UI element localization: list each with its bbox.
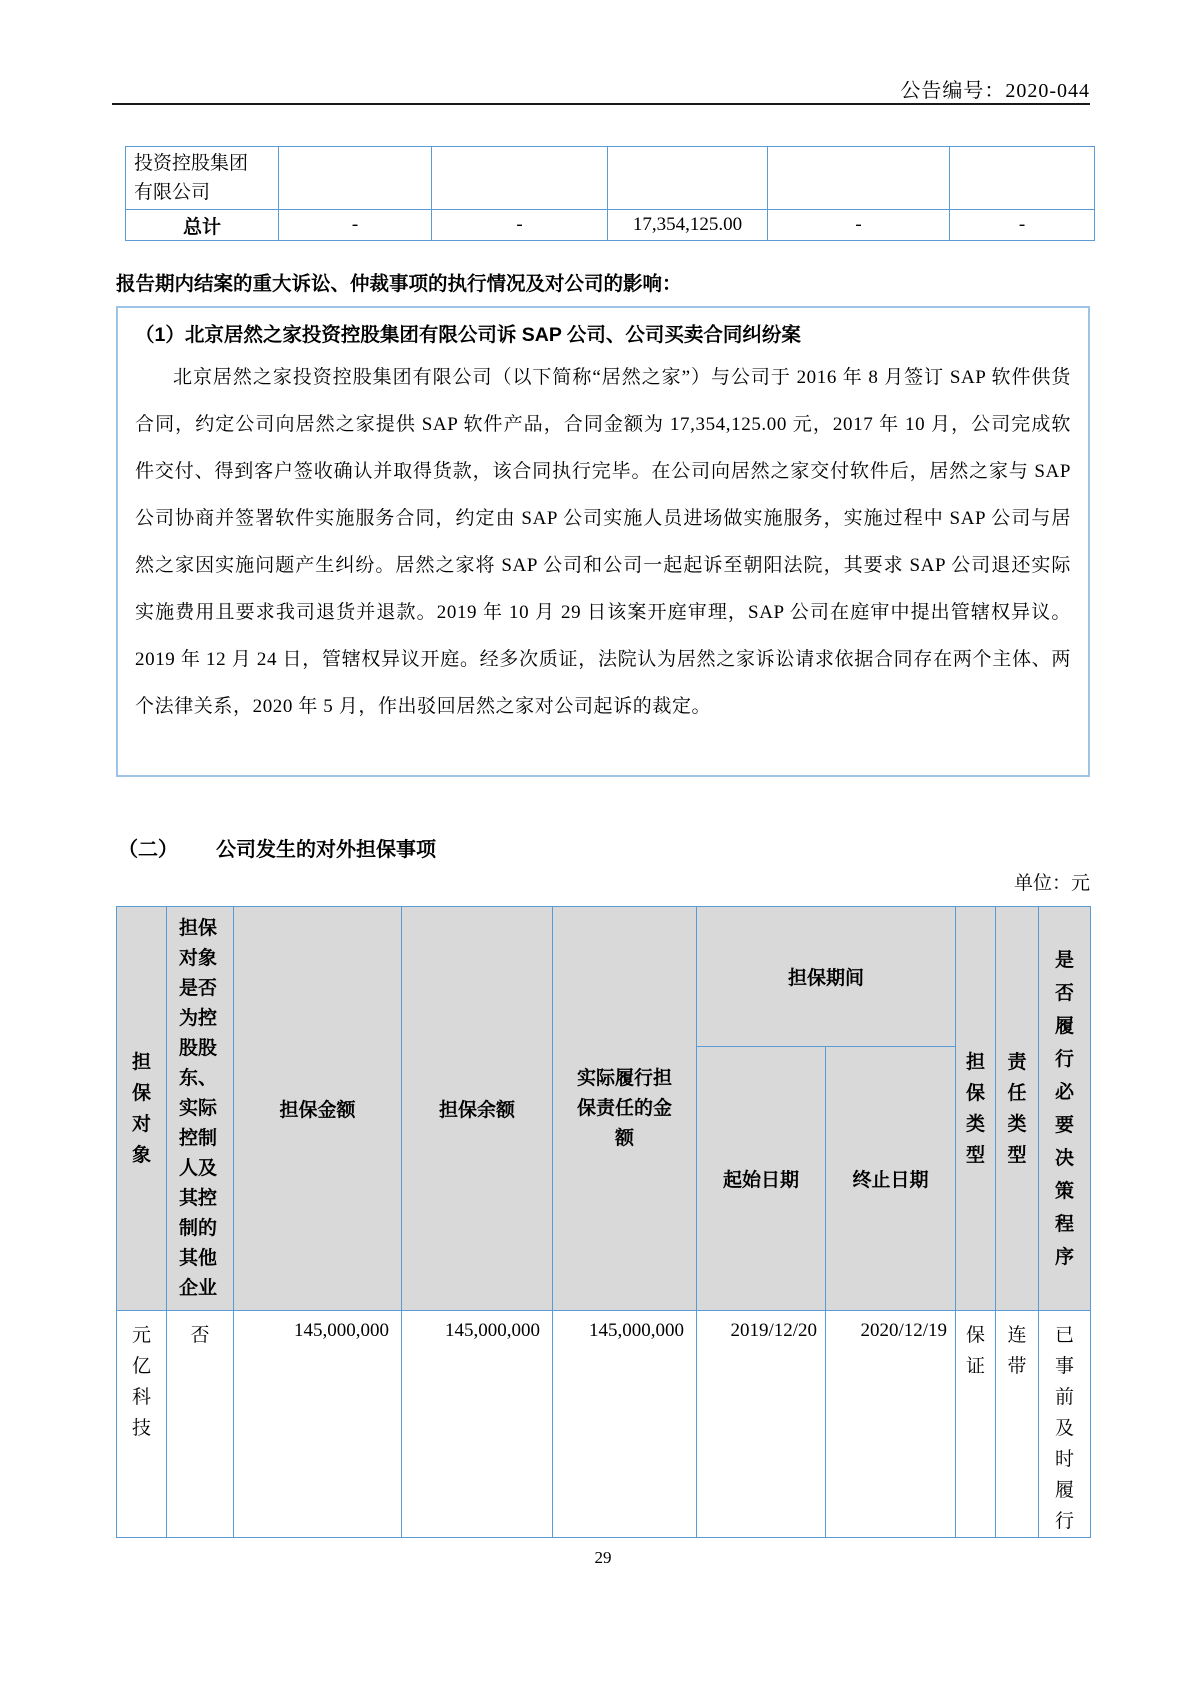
header-balance: 担保余额 [402, 907, 553, 1311]
table-cell [432, 147, 608, 210]
table-cell [950, 147, 1095, 210]
case-title: （1）北京居然之家投资控股集团有限公司诉 SAP 公司、公司买卖合同纠纷案 [135, 324, 801, 346]
header-target: 担保对象 [117, 907, 167, 1311]
party-name-line: 投资控股集团 [134, 153, 249, 174]
cell-procedure: 已事前及时履行 [1039, 1311, 1091, 1538]
cell-amount: 145,000,000 [234, 1311, 402, 1538]
header-liability-type: 责任类型 [996, 907, 1039, 1311]
unit-label: 单位：元 [1013, 873, 1090, 894]
table-cell: - [950, 210, 1095, 241]
page-number: 29 [594, 1548, 612, 1567]
doc-number: 公告编号：2020-044 [900, 80, 1090, 102]
section2-number: （二） [118, 839, 178, 861]
cell-liability-type: 连带 [996, 1311, 1039, 1538]
table-cell: - [279, 210, 432, 241]
table-cell [608, 147, 768, 210]
header-procedure: 是否履行必要决策程序 [1039, 907, 1091, 1311]
cell-guarantee-type: 保证 [956, 1311, 996, 1538]
header-amount: 担保金额 [234, 907, 402, 1311]
guarantee-table [116, 906, 1091, 1538]
table-row-total [126, 210, 1095, 241]
total-amount-cell: 17,354,125.00 [608, 210, 768, 241]
total-label-cell: 总计 [126, 210, 279, 241]
section1-heading: 报告期内结案的重大诉讼、仲裁事项的执行情况及对公司的影响： [116, 273, 682, 295]
cell-start-date: 2019/12/20 [697, 1311, 826, 1538]
table-cell: - [432, 210, 608, 241]
cell-balance: 145,000,000 [402, 1311, 553, 1538]
cell-end-date: 2020/12/19 [826, 1311, 956, 1538]
party-name-line: 有限公司 [134, 182, 211, 203]
header-period-group: 担保期间 [697, 907, 956, 1047]
party-name-cell [126, 147, 279, 210]
table-row [126, 147, 1095, 210]
table-cell: - [768, 210, 950, 241]
header-related-party: 担保对象是否为控股股东、实际控制人及其控制的其他企业 [167, 907, 234, 1311]
guarantee-header-row-1 [117, 907, 1091, 1047]
cell-related-party: 否 [167, 1311, 234, 1538]
cell-performed: 145,000,000 [553, 1311, 697, 1538]
case-description-box [116, 306, 1090, 777]
guarantee-data-row [117, 1311, 1091, 1538]
table-cell [279, 147, 432, 210]
section2-heading [118, 833, 436, 862]
litigation-summary-table [125, 146, 1095, 241]
header-performed: 实际履行担保责任的金额 [553, 907, 697, 1311]
table-cell [768, 147, 950, 210]
cell-target: 元亿科技 [117, 1311, 167, 1538]
header-guarantee-type: 担保类型 [956, 907, 996, 1311]
header-start-date: 起始日期 [697, 1047, 826, 1311]
case-paragraph: 北京居然之家投资控股集团有限公司（以下简称“居然之家”）与公司于 2016 年 8 月签订 SAP 软件供货合同，约定公司向居然之家提供 SAP 软件产品，合同金额为 17,354,125.00 元，2017 年 10 月，公司完成软件交付、得到客户签收确认并取得货款，该合同执行完毕。在公司向居然之家交付软件后，居然之家与 SAP 公司协商并签署软件实施服务合同，约定由 SAP 公司实施人员进场做实施服务，实施过程中 SAP 公司与居然之家因实施问题产生纠纷。居然之家将 SAP 公司和公司一起起诉至朝阳法院，其要求 SAP 公司退还实际实施费用且要求我司退货并退款。2019 年 10 月 29 日该案开庭审理，SAP 公司在庭审中提出管辖权异议。2019 年 12 月 24 日，管辖权异议开庭。经多次质证，法院认为居然之家诉讼请求依据合同存在两个主体、两个法律关系，2020 年 5 月，作出驳回居然之家对公司起诉的裁定。 [135, 367, 1071, 717]
section2-title: 公司发生的对外担保事项 [216, 839, 436, 861]
header-rule [112, 103, 1090, 105]
header-end-date: 终止日期 [826, 1047, 956, 1311]
